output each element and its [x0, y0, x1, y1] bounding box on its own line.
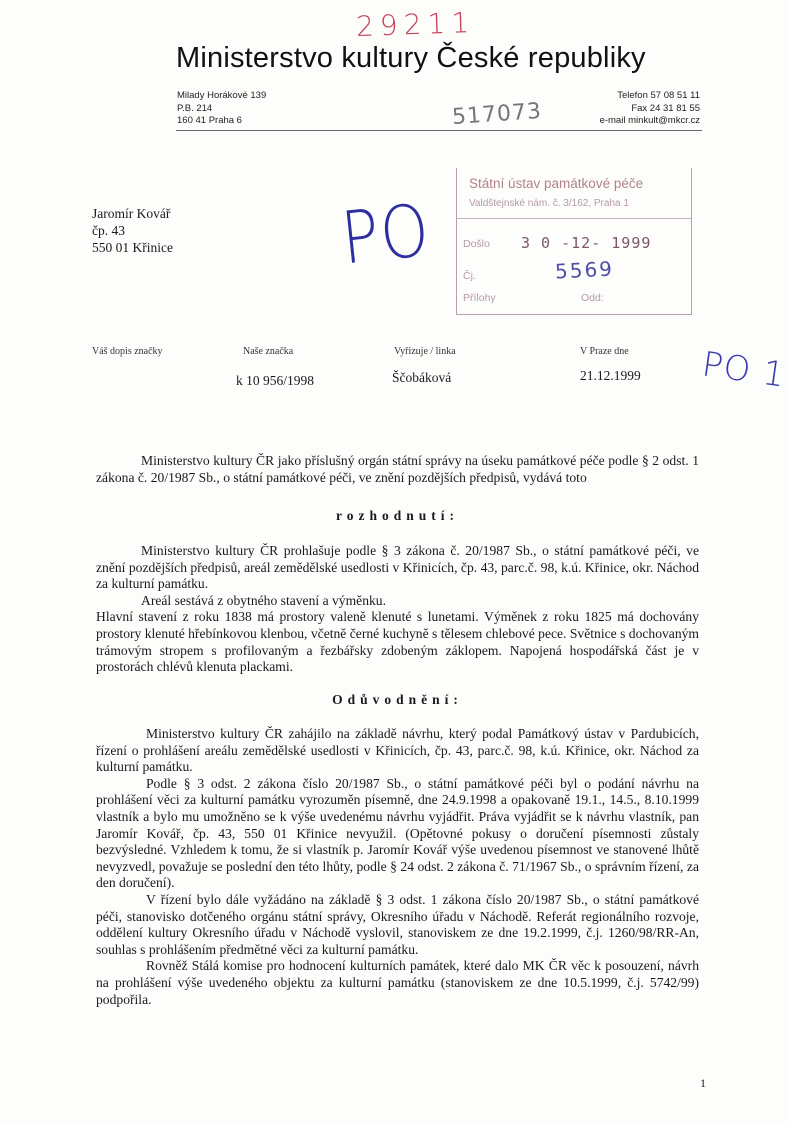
decision-paragraph: Areál sestává z obytného stavení a výměnku.: [141, 592, 386, 608]
stamp-dept-label: Odd:: [581, 292, 604, 304]
ref-label-your-letter: Váš dopis značky: [92, 346, 163, 357]
handwritten-po-mark: PO: [337, 187, 435, 281]
stamp-institution: Státní ústav památkové péče: [469, 176, 644, 191]
reasons-paragraph: Ministerstvo kultury ČR zahájilo na základě návrhu, který podal Památkový ústav v Pardubicích, řízení o prohlášení areálu zemědělské usedlosti v Křinicích, čp. 43, parc.č. 98, k.ú. Křinice, okr. Náchod za kulturní památku.: [96, 726, 699, 775]
intro-paragraph: [96, 453, 699, 486]
stamp-attachments-label: Přílohy: [463, 292, 496, 304]
reasons-paragraph: Podle § 3 odst. 2 zákona číslo 20/1987 Sb., o státní památkové péči byl o podání návrhu na prohlášení věci za kulturní památku vyrozuměn písemně, dne 24.9.1998 a opakovaně 19.1., 14.5., 8.10.1999 vlastník a bylo mu umožněno se k výše uvedenému návrhu vyjádřit. Práva vyjádřit se k návrhu vlastník, pan Jaromír Kovář, čp. 43, 550 01 Křinice nevyužil. (Opětovné pokusy o doručení písemnosti zůstaly bezvýsledné. Vzhledem k tomu, že si vlastník p. Jaromír Kovář výše uvedenou písemnost ve stanovené lhůtě nevyzvedl, považuje se poslední den této lhůty, podle § 24 odst. 2 zákona č. 71/1967 Sb., o správním řízení, za den doručení).: [96, 775, 699, 891]
stamp-number-label: Čj.: [463, 270, 476, 282]
handwritten-po1-mark: PO 1: [699, 344, 789, 396]
handled-by: Ščobáková: [392, 370, 452, 385]
recipient-city: 550 01 Křinice: [92, 240, 173, 255]
reasons-paragraph: Rovněž Stálá komise pro hodnocení kulturních památek, které dalo MK ČR věc k posouzení, návrh na prohlášení výše uvedeného objektu za kulturní památku (stanoviskem ze dne 10.5.1999, č.j. 5742/99) podpořila.: [96, 958, 699, 1007]
our-reference: k 10 956/1998: [236, 373, 315, 388]
fax: Fax 24 31 81 55: [631, 102, 700, 114]
stamp-number-value: 5569: [554, 256, 615, 284]
letter-date: 21.12.1999: [580, 368, 641, 383]
stamp-received-label: Došlo: [463, 238, 490, 250]
pencil-number: 517073: [451, 98, 543, 131]
ref-label-our-ref: Naše značka: [243, 346, 294, 357]
ref-label-handled-by: Vyřizuje / linka: [394, 346, 456, 357]
decision-paragraph: Ministerstvo kultury ČR prohlašuje podle § 3 zákona č. 20/1987 Sb., o státní památkové péči, ve znění pozdějších předpisů, areál zemědělské usedlosti v Křinicích, čp. 43, parc.č. 98, k.ú. Křinice, okr. Náchod za kulturní památku.: [96, 543, 699, 592]
decision-heading: rozhodnutí:: [335, 508, 459, 523]
reasons-paragraph: V řízení bylo dále vyžádáno na základě § 3 odst. 1 zákona číslo 20/1987 Sb., o státní památkové péči, stanovisko dotčeného orgánu státní správy, Okresního úřadu v Náchodě. Referát regionálního rozvoje, oddělení kultury Okresního úřadu v Náchodě vyslovil, stanoviskem ze dne 19.2.1999, č.j. 1260/98/RR-An, souhlas s prohlášením předmětné věci za kulturní památku.: [96, 891, 699, 957]
address-line: Milady Horákové 139: [177, 90, 267, 101]
decision-section: [96, 543, 699, 676]
stamp-received-date: 3 0 -12- 1999: [521, 234, 652, 252]
reasons-heading: Odůvodnění:: [332, 692, 463, 707]
receipt-stamp: [456, 168, 692, 315]
ministry-contact: [540, 90, 700, 128]
ref-label-date: V Praze dne: [580, 346, 629, 357]
ministry-title: Ministerstvo kultury České republiky: [176, 42, 646, 74]
header-divider: [176, 130, 702, 131]
stamp-address: Valdštejnské nám. č. 3/162, Praha 1: [469, 198, 629, 209]
recipient-street: čp. 43: [92, 223, 125, 238]
recipient-name: Jaromír Kovář: [92, 206, 171, 221]
recipient-address: [92, 205, 173, 256]
page-number: 1: [700, 1076, 706, 1090]
address-line: 160 41 Praha 6: [177, 115, 242, 126]
ministry-address: [177, 90, 266, 128]
phone: Telefon 57 08 51 11: [617, 90, 700, 101]
reasons-section: [96, 726, 699, 1008]
intro-text: Ministerstvo kultury ČR jako příslušný orgán státní správy na úseku památkové péče podle § 2 odst. 1 zákona č. 20/1987 Sb., o státní památkové péči, ve znění pozdějších předpisů, vydává toto: [96, 453, 699, 485]
handwritten-file-number: 29211: [355, 5, 476, 44]
decision-paragraph: Hlavní stavení z roku 1838 má prostory valeně klenuté s lunetami. Výměnek z roku 1825 má dochovány prostory klenuté hřebínkovou klenbou, včetně černé kuchyně s tělesem chlebové pece. Světnice s dochovaným trámovým stropem s profilovaným a řezbářsky zdobeným záklopem. Napojená hospodářská část je v prostorách chlévů klenuta plackami.: [96, 609, 699, 675]
email: e-mail minkult@mkcr.cz: [599, 115, 700, 126]
address-line: P.B. 214: [177, 102, 213, 114]
stamp-divider: [457, 218, 691, 219]
